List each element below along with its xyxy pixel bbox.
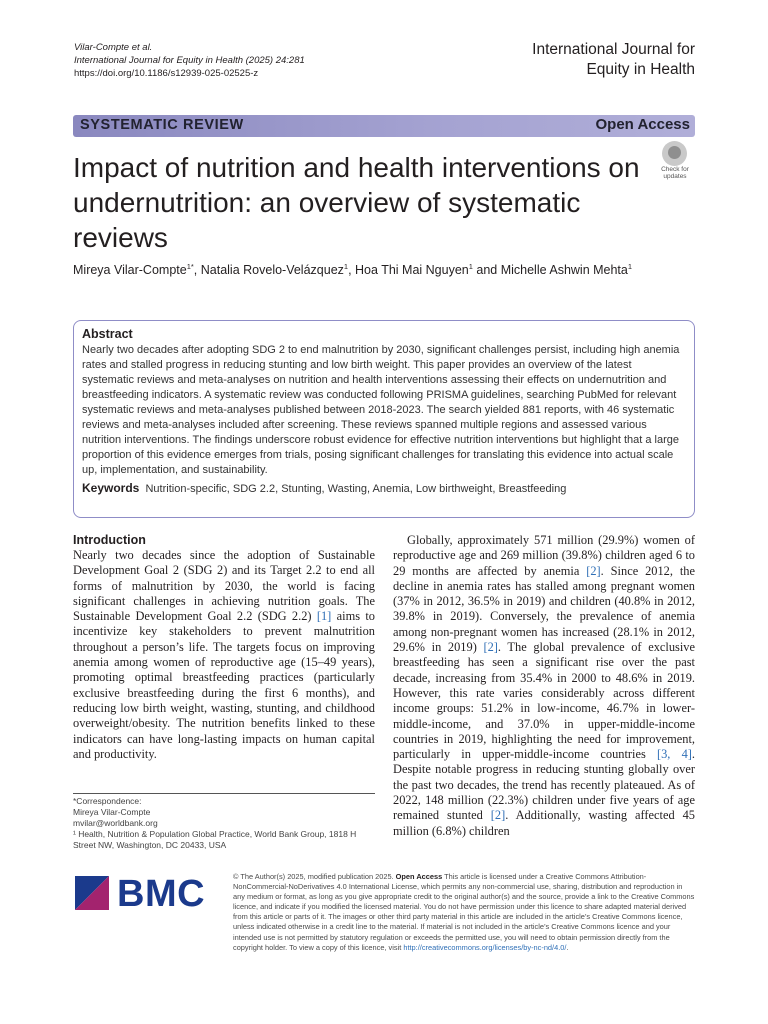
introduction-heading: Introduction (73, 533, 146, 547)
check-for-updates-text (657, 166, 693, 180)
author[interactable] (73, 263, 194, 277)
bmc-logo-mark-icon (75, 876, 109, 910)
keywords (82, 481, 686, 497)
article-type-banner (73, 115, 695, 137)
paragraph-text: . Since 2012, the decline in anemia rates has stalled among pregnant women (37% in 2012, 36.5% in 2019) and children (40.8% in 2012, 39.8% in 2019). Conversely, the prevalence of anemia among non-pregnant women has increased (28.1% in 2012, 29.6% in 2019) (393, 563, 696, 655)
crossmark-icon (662, 141, 687, 166)
license-statement (233, 872, 695, 953)
citation-link[interactable]: [2] (483, 640, 498, 655)
license-url-link[interactable]: http://creativecommons.org/licenses/by-nc-nd/4.0/ (403, 942, 567, 952)
author[interactable] (501, 263, 632, 277)
license-text: This article is licensed under a Creative Commons Attribution-NonCommercial-NoDerivatives 4.0 International License, which permits any non-commercial use, sharing, distribution and reproduction in any medium or format, as long as you give appropriate credit to the original author(s) and the source, provide a link to the Creative Commons licence, and indicate if you modified the licensed material. You do not have permission under this licence to share adapted material derived from this article or parts of it. The images or other third party material in this article are included in the article’s Creative Commons licence, unless indicated otherwise in a credit line to the material. If material is not included in the article’s Creative Commons licence and your intended use is not permitted by statutory regulation or exceeds the permitted use, you will need to obtain permission directly from the copyright holder. To view a copy of this licence, visit (233, 872, 695, 952)
author-list (73, 262, 632, 277)
author-name: Mireya Vilar-Compte (73, 263, 187, 278)
paragraph-text: . Additionally, wasting affected 45 million (6.8%) children (393, 808, 695, 838)
correspondence-email[interactable]: mvilar@worldbank.org (73, 818, 158, 828)
journal-citation: International Journal for Equity in Health (2025) 24:281 (74, 55, 305, 66)
footnote-divider (73, 793, 375, 794)
correspondence-name: Mireya Vilar-Compte (73, 807, 151, 817)
author-affiliation-marker: 1 (627, 262, 633, 271)
correspondence-label: *Correspondence: (73, 796, 142, 806)
paragraph-text: . The global prevalence of exclusive breastfeeding has seen a significant rise over the past decade, increasing from 35.4% in 2000 to 48.6% in 2019. However, this rate varies considerably across different income groups: 51.2% in low-income, 46.7% in lower-middle-income, and 37.0% in upper-middle-income countries in 2019, highlighting the need for improvement, particularly in upper-middle-income countries (393, 640, 695, 762)
affiliation: ¹ Health, Nutrition & Population Global Practice, World Bank Group, 1818 H Street NW, Washington, DC 20433, USA (73, 829, 357, 850)
journal-name-line2: Equity in Health (586, 61, 695, 78)
author-name: Michelle Ashwin Mehta (500, 263, 628, 278)
bmc-logo (75, 872, 215, 920)
body-paragraph (393, 533, 695, 839)
body-right-column (393, 533, 695, 839)
author-name: Hoa Thi Mai Nguyen (355, 263, 469, 278)
check-for-updates-line2: updates (663, 173, 687, 180)
introduction-paragraph (73, 548, 375, 762)
journal-name-line1: International Journal for (532, 41, 695, 58)
article-title: Impact of nutrition and health interventions on undernutrition: an overview of systematic reviews (73, 152, 640, 253)
abstract-heading: Abstract (82, 327, 133, 341)
author-affiliation-marker: 1 (468, 262, 473, 271)
author-separator: and (472, 263, 501, 278)
license-text: © The Author(s) 2025, modified publication 2025. (233, 872, 396, 881)
author-affiliation-marker: 1* (186, 262, 194, 271)
author[interactable] (355, 263, 473, 277)
author-short: Vilar-Compte et al. (74, 42, 153, 53)
paragraph-text: Globally, approximately 571 million (29.9%) women of reproductive age and 269 million (39.8%) children aged 6 to 29 months are affected by anemia (393, 533, 695, 578)
keywords-label: Keywords (82, 481, 140, 495)
check-for-updates-line1: Check for (661, 166, 689, 173)
citation-link[interactable]: [1] (316, 609, 332, 624)
author-separator: , (193, 263, 201, 278)
citation-link[interactable]: [2] (490, 808, 506, 823)
abstract-box (73, 320, 695, 518)
introduction-section (73, 533, 375, 762)
author-affiliation-marker: 1 (343, 262, 349, 271)
citation-link[interactable]: [3, 4] (656, 747, 692, 762)
author[interactable] (201, 263, 348, 277)
article-meta (74, 41, 305, 80)
paragraph-text: aims to incentivize key stakeholders to prevent malnutrition throughout a person’s life. The targets focus on improving anemia among women of reproductive age (15–49 years), promoting optimal breastfeeding practices (particularly exclusive breastfeeding during the first 6 months), and reducing low birth weight, wasting, stunting, and childhood overweight/obesity. The nutrition benefits linked to these indicators can have long-lasting impacts on human capital and productivity. (73, 609, 375, 761)
paragraph-text: Nearly two decades since the adoption of Sustainable Development Goal 2 (SDG 2) and its Target 2.2 to end all forms of malnutrition by 2030, the world is facing significant challenges in achieving nutrition goals. The Sustainable Development Goal 2.2 (SDG 2.2) (73, 548, 375, 624)
citation-link[interactable]: [2] (586, 563, 601, 578)
doi-link[interactable]: https://doi.org/10.1186/s12939-025-02525-z (74, 68, 259, 79)
bmc-logo-text: BMC (117, 873, 206, 915)
journal-name (532, 40, 695, 80)
keywords-list: Nutrition-specific, SDG 2.2, Stunting, Wasting, Anemia, Low birthweight, Breastfeeding (145, 483, 567, 495)
article-type-label: SYSTEMATIC REVIEW (80, 117, 244, 133)
author-name: Natalia Rovelo-Velázquez (200, 263, 344, 278)
author-separator: , (348, 263, 356, 278)
license-text: . (566, 942, 569, 952)
paragraph-text: . Despite notable progress in reducing stunting globally over the past two decades, the trend has recently plateaued. As of 2022, 148 million (22.3%) children under five years of age remained stunted (393, 747, 695, 823)
open-access-label: Open Access (595, 116, 690, 133)
check-for-updates-badge[interactable] (657, 141, 693, 181)
abstract-text: Nearly two decades after adopting SDG 2 to end malnutrition by 2030, significant challenges persist, including high anemia rates and stalled progress in reducing stunting and low birth weight. This paper provides an overview of the latest systematic reviews and meta-analyses on nutrition and health interventions assessing their effects on undernutrition and breastfeeding indicators. A systematic review was conducted following PRISMA guidelines, searching PubMed for relevant systematic reviews and meta-analyses published between 2018-2023. The search yielded 881 reports, with 46 systematic reviews and meta-analyses included after screening. These reviews spanned multiple regions and assessed various nutrition interventions. The findings underscore robust evidence for effective nutrition interventions but highlight that a large proportion of this evidence emerges from trials, posing significant challenges for translating this evidence into actual scale up, implementation, and sustainability. (82, 344, 680, 476)
license-open-access: Open Access (395, 872, 443, 881)
correspondence-footnote (73, 796, 373, 851)
